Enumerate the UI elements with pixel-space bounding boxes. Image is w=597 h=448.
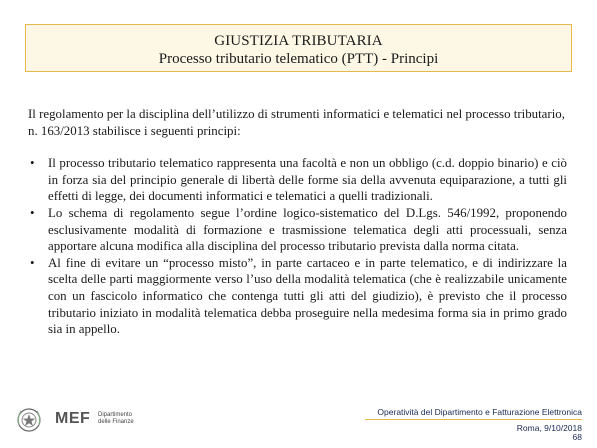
slide-title: GIUSTIZIA TRIBUTARIA (214, 33, 383, 49)
logo-text: MEF (55, 410, 91, 427)
logo-subtext: Dipartimento delle Finanze (98, 412, 134, 425)
slide-body (28, 106, 567, 338)
list-item (28, 205, 567, 255)
bullet-icon: • (30, 156, 35, 171)
bullet-icon: • (30, 205, 35, 220)
footer-divider (365, 419, 582, 420)
intro-paragraph: Il regolamento per la disciplina dell’utilizzo di strumenti informatici e telematici nel processo tributario, n. 163/2013 stabilisce i seguenti principi: (28, 107, 565, 138)
slide-title-box (25, 24, 572, 72)
list-item (28, 155, 567, 205)
list-item-text: Il processo tributario telematico rappresenta una facoltà e non un obbligo (c.d. doppio binario) e ciò in forza sia del principio generale di libertà delle forme sia della avvenuta equiparazione, a tutti gli effetti di legge, dei documenti informatici e telematici a quelli tradizionali. (48, 156, 567, 204)
page-number: 68 (572, 432, 582, 442)
italian-emblem-icon (15, 405, 43, 435)
list-item-text: Al fine di evitare un “processo misto”, in parte cartaceo e in parte telematico, e di indirizzare la scelta delle parti maggiormente verso l’uso della modalità telematica (che è realizzabile unicamente con un fascicolo informatico che contenga tutti gli atti del giudizio), è previsto che il processo tributario iniziato in modalità telematica debba proseguire nella medesima forma sia in primo grado sia in appello. (48, 255, 567, 337)
bullet-icon: • (30, 255, 35, 270)
footer-date: Roma, 9/10/2018 (516, 423, 582, 433)
footer-info (377, 406, 582, 434)
footer-department: Operatività del Dipartimento e Fatturazione Elettronica (377, 407, 582, 417)
slide-subtitle: Processo tributario telematico (PTT) - Principi (158, 51, 439, 67)
mef-logo (15, 405, 135, 437)
list-item (28, 255, 567, 338)
list-item-text: Lo schema di regolamento segue l’ordine logico-sistematico del D.Lgs. 546/1992, proponendo esclusivamente modalità di formazione e trasmissione telematica degli atti processuali, senza apportare alcuna modifica alla disciplina del processo tributario prevista dalla norma citata. (48, 205, 567, 254)
principles-list (28, 155, 567, 338)
